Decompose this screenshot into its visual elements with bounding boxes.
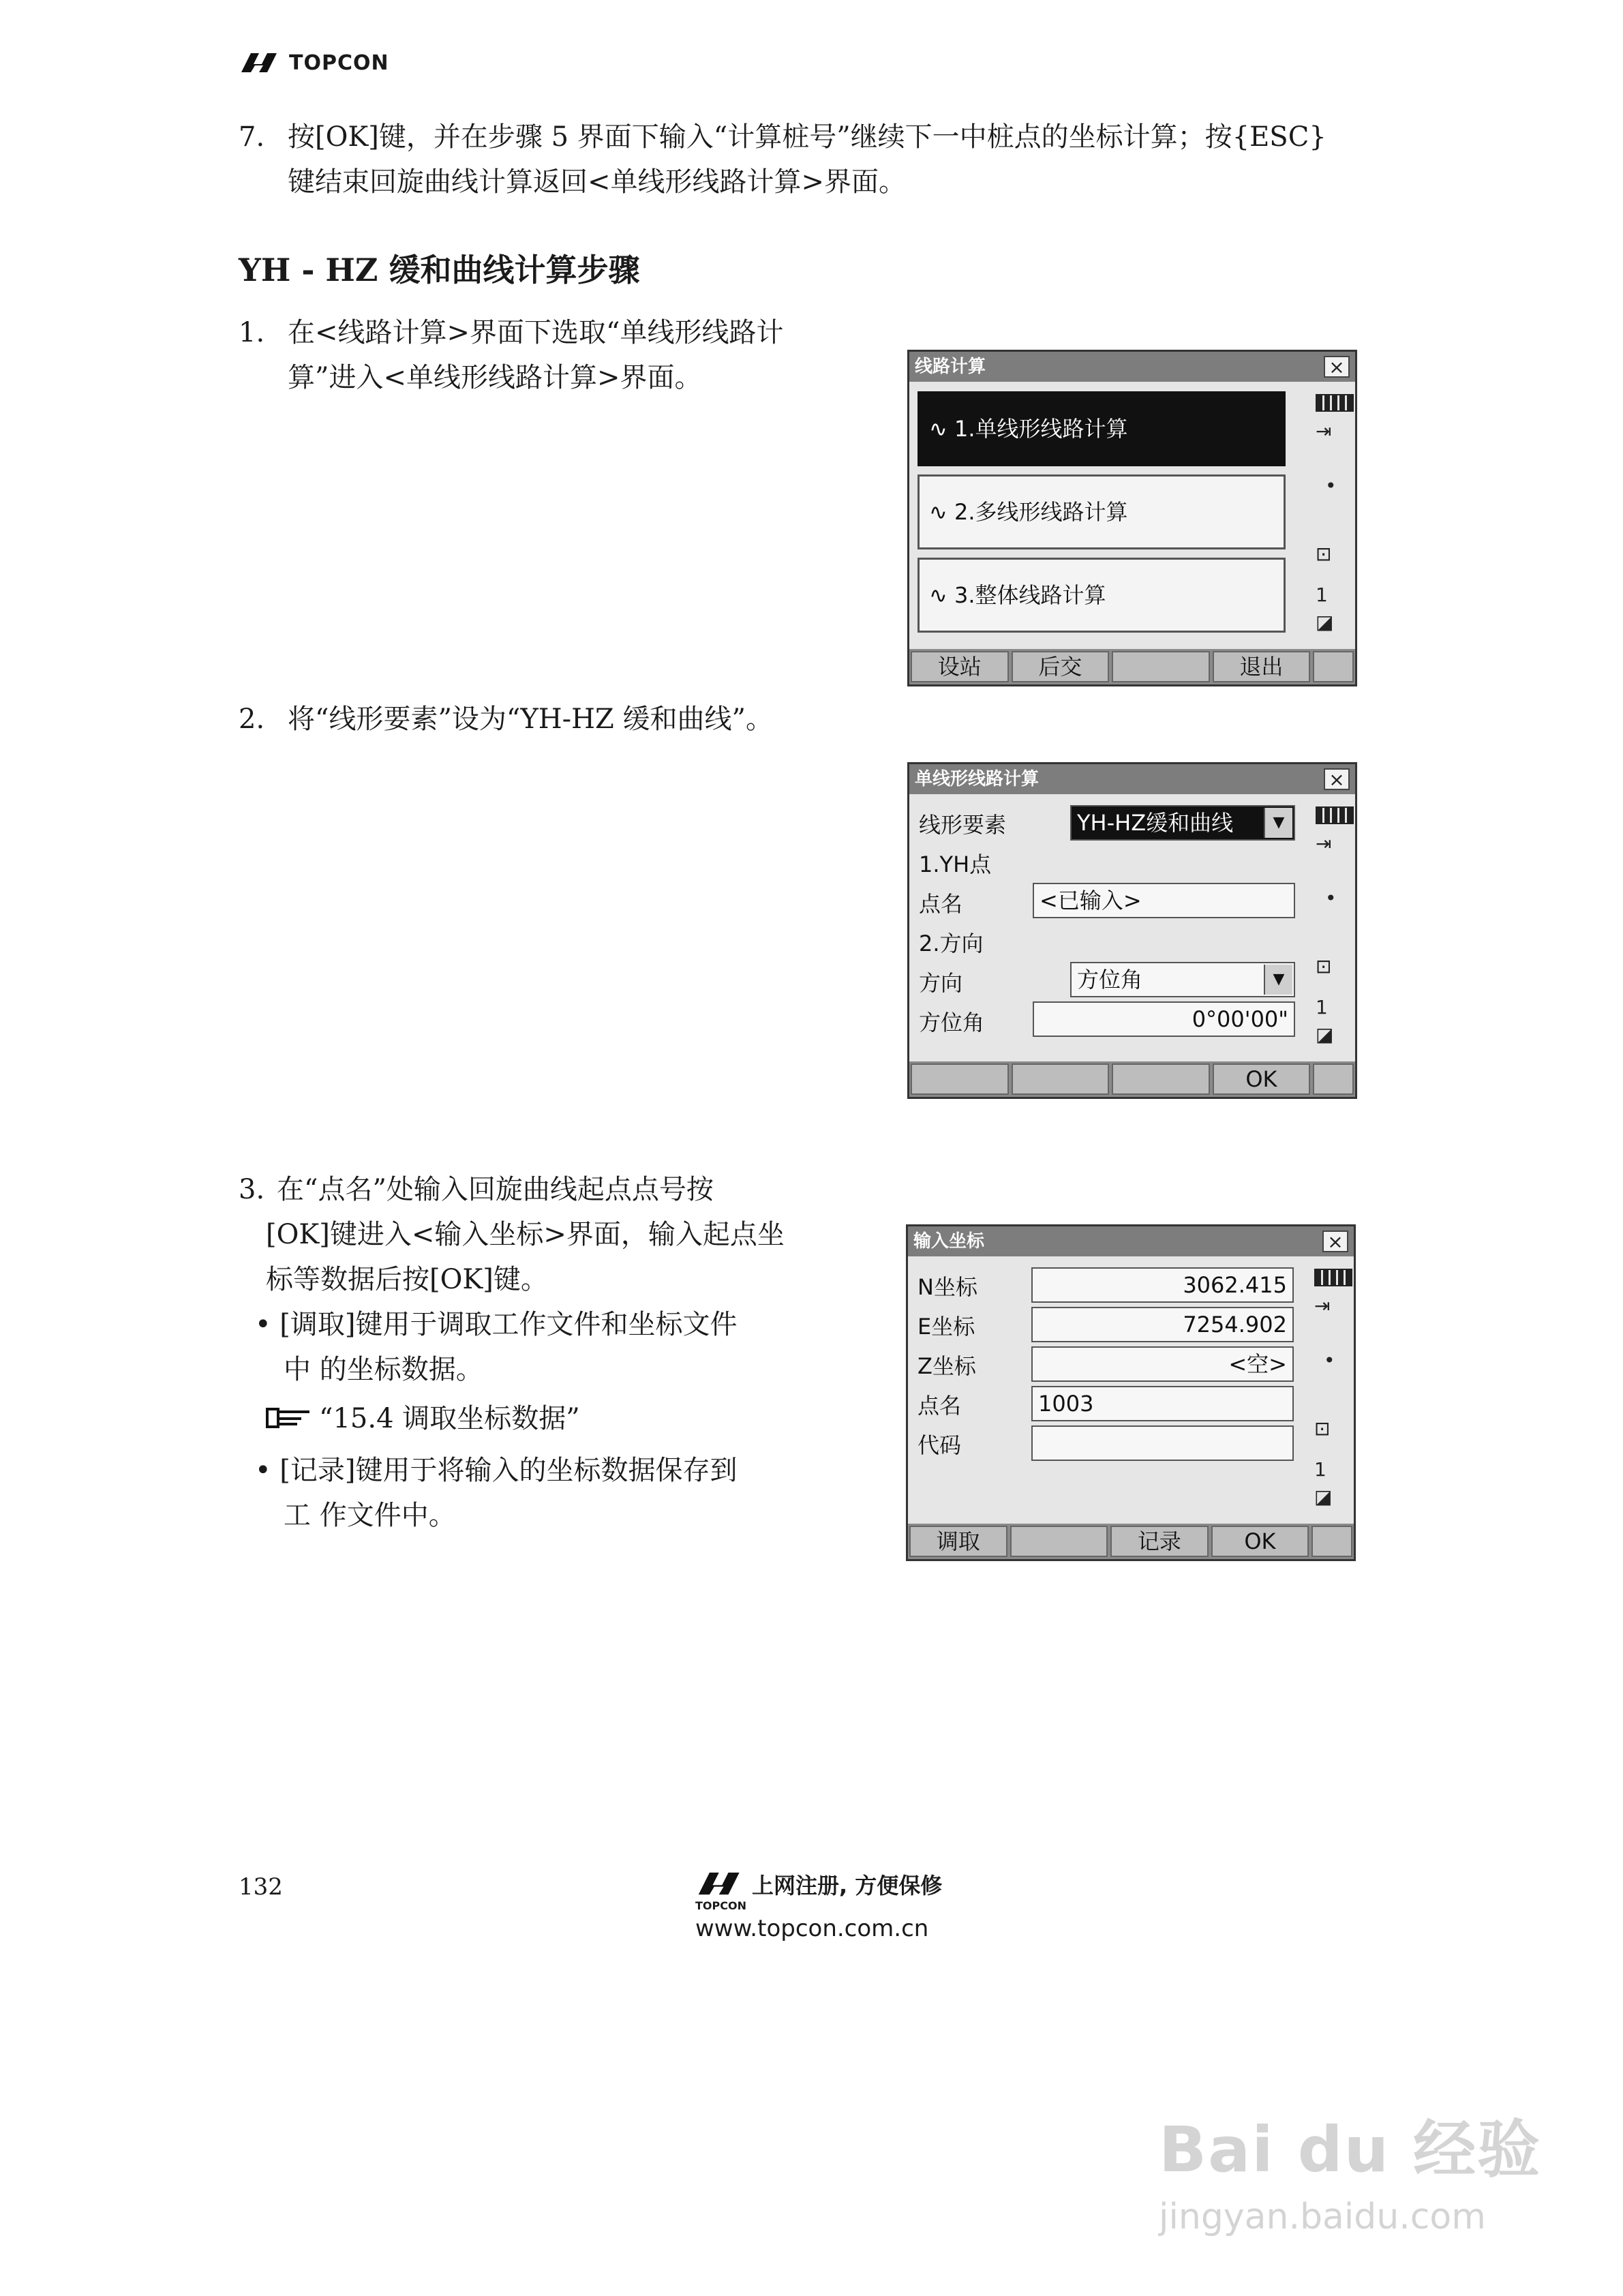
screen3-close-button[interactable]: × xyxy=(1322,1230,1348,1252)
status-sidebar xyxy=(1310,798,1352,1057)
screen3-title: 输入坐标 xyxy=(908,1226,1354,1256)
direction-select[interactable]: 方位角 ▼ xyxy=(1070,962,1295,997)
softkey-empty[interactable] xyxy=(1010,1526,1108,1557)
dot-icon: • xyxy=(1325,887,1337,909)
prism-icon: ⊡ xyxy=(1316,543,1332,565)
softkey-empty[interactable] xyxy=(1112,651,1210,682)
azimuth-label: 方位角 xyxy=(919,1010,985,1036)
screen2-close-button[interactable]: × xyxy=(1324,768,1350,790)
softkey-ok[interactable]: OK xyxy=(1211,1526,1309,1557)
step3-bullet2-line2: 工 作文件中。 xyxy=(284,1500,456,1531)
step3-line2: [OK]键进入<输入坐标>界面，输入起点坐 xyxy=(266,1219,785,1250)
softkey-empty[interactable] xyxy=(911,1063,1009,1095)
laser-icon: ◪ xyxy=(1316,611,1334,633)
direction-label: 方向 xyxy=(919,970,963,996)
softkey-empty[interactable] xyxy=(1313,651,1354,682)
step2-number: 2. xyxy=(239,704,265,735)
footer-brand: TOPCON xyxy=(695,1899,746,1912)
footer-slogan: 上网注册, 方便保修 xyxy=(751,1873,943,1899)
pointing-hand-icon xyxy=(266,1404,315,1434)
e-coordinate-field[interactable]: 7254.902 xyxy=(1031,1307,1294,1342)
step1-paragraph xyxy=(239,310,852,400)
chevron-down-icon: ▼ xyxy=(1264,965,1292,995)
footer-url: www.topcon.com.cn xyxy=(695,1915,929,1942)
target-icon: ⇥ xyxy=(1316,832,1332,855)
topcon-logo-icon xyxy=(695,1868,746,1899)
curve-icon: ∿ xyxy=(929,582,954,608)
line-element-label: 线形要素 xyxy=(919,812,1007,838)
dot-icon: • xyxy=(1325,474,1337,497)
softkey-resection[interactable]: 后交 xyxy=(1012,651,1110,682)
step7-line1: 按[OK]键，并在步骤 5 界面下输入“计算桩号”继续下一中桩点的坐标计算；按{ESC} xyxy=(288,121,1326,153)
step7-line2: 键结束回旋曲线计算返回<单线形线路计算>界面。 xyxy=(288,166,907,198)
page-number: 132 xyxy=(239,1873,283,1901)
step3-line1: 在“点名”处输入回旋曲线起点点号按 xyxy=(277,1174,714,1205)
laser-icon: ◪ xyxy=(1316,1023,1334,1046)
softkey-empty[interactable] xyxy=(1313,1063,1354,1095)
z-coordinate-field[interactable]: <空> xyxy=(1031,1346,1294,1382)
footer-logo xyxy=(695,1868,942,1942)
menu-item-whole-route[interactable]: ∿ 3.整体线路计算 xyxy=(917,558,1286,633)
screen2-softkeys xyxy=(909,1061,1355,1097)
menu-item-single-line[interactable]: ∿ 1.单线形线路计算 xyxy=(917,391,1286,466)
screen1-softkeys xyxy=(909,649,1355,684)
code-label: 代码 xyxy=(917,1432,962,1458)
softkey-record[interactable]: 记录 xyxy=(1110,1526,1209,1557)
step2-text: 将“线形要素”设为“YH-HZ 缓和曲线”。 xyxy=(288,704,773,735)
azimuth-field[interactable]: 0°00'00" xyxy=(1033,1001,1295,1037)
step7-number: 7. xyxy=(239,121,265,153)
step2-paragraph xyxy=(239,697,920,742)
yh-point-label: 1.YH点 xyxy=(919,851,992,877)
e-coordinate-label: E坐标 xyxy=(917,1314,975,1340)
step3-bullet2-line1: • [记录]键用于将输入的坐标数据保存到 xyxy=(255,1455,738,1486)
step1-number: 1. xyxy=(239,317,265,348)
battery-icon xyxy=(1316,394,1354,412)
screen-route-calc xyxy=(907,350,1357,686)
screen3-softkeys xyxy=(908,1524,1354,1559)
target-icon: ⇥ xyxy=(1314,1295,1331,1317)
step1-line2: 算”进入<单线形线路计算>界面。 xyxy=(288,362,702,393)
point-name-field[interactable]: 1003 xyxy=(1031,1386,1294,1421)
point-name-field[interactable]: <已输入> xyxy=(1033,883,1295,918)
n-coordinate-label: N坐标 xyxy=(917,1274,977,1300)
step3-line3: 标等数据后按[OK]键。 xyxy=(266,1264,548,1295)
step3-paragraph xyxy=(239,1167,852,1538)
section-title: YH - HZ 缓和曲线计算步骤 xyxy=(239,252,640,288)
screen2-title: 单线形线路计算 xyxy=(909,764,1355,794)
header-logo xyxy=(239,49,389,76)
battery-icon xyxy=(1314,1269,1352,1286)
topcon-logo-icon xyxy=(239,49,282,76)
curve-icon: ∿ xyxy=(929,416,954,442)
screen1-close-button[interactable]: × xyxy=(1324,356,1350,378)
step3-reference: “15.4 调取坐标数据” xyxy=(239,1396,852,1441)
baidu-watermark xyxy=(1159,2100,1541,2237)
prism-constant-value: 1 xyxy=(1314,1458,1326,1481)
menu-item-multi-line[interactable]: ∿ 2.多线形线路计算 xyxy=(917,474,1286,549)
point-name-label: 点名 xyxy=(917,1393,962,1419)
curve-icon: ∿ xyxy=(929,499,954,525)
dot-icon: • xyxy=(1324,1349,1335,1372)
softkey-ok[interactable]: OK xyxy=(1213,1063,1311,1095)
step1-line1: 在<线路计算>界面下选取“单线形线路计 xyxy=(288,317,784,348)
code-field[interactable] xyxy=(1031,1425,1294,1461)
prism-icon: ⊡ xyxy=(1316,955,1332,978)
laser-icon: ◪ xyxy=(1314,1485,1333,1508)
status-sidebar xyxy=(1309,1260,1351,1520)
prism-constant-value: 1 xyxy=(1316,996,1328,1018)
status-sidebar xyxy=(1310,386,1352,645)
chevron-down-icon: ▼ xyxy=(1264,808,1292,838)
prism-constant-value: 1 xyxy=(1316,584,1328,606)
watermark-url: jingyan.baidu.com xyxy=(1159,2196,1486,2237)
n-coordinate-field[interactable]: 3062.415 xyxy=(1031,1267,1294,1303)
target-icon: ⇥ xyxy=(1316,420,1332,442)
battery-icon xyxy=(1316,806,1354,824)
step3-bullet1-line1: • [调取]键用于调取工作文件和坐标文件 xyxy=(255,1309,738,1340)
screen-single-line-calc xyxy=(907,762,1357,1099)
step3-number: 3. xyxy=(239,1174,265,1205)
step7-paragraph xyxy=(239,115,1397,205)
point-name-label: 点名 xyxy=(919,891,963,917)
watermark-main: Bai du 经验 xyxy=(1159,2113,1542,2186)
softkey-empty[interactable] xyxy=(1112,1063,1210,1095)
line-element-select[interactable]: YH-HZ缓和曲线 ▼ xyxy=(1070,805,1295,841)
header-brand: TOPCON xyxy=(289,50,389,75)
softkey-station-setup[interactable]: 设站 xyxy=(911,651,1009,682)
softkey-retrieve[interactable]: 调取 xyxy=(909,1526,1007,1557)
prism-icon: ⊡ xyxy=(1314,1417,1331,1440)
step3-bullet1-line2: 中 的坐标数据。 xyxy=(284,1354,483,1385)
softkey-empty[interactable] xyxy=(1311,1526,1352,1557)
screen1-title: 线路计算 xyxy=(909,352,1355,382)
softkey-empty[interactable] xyxy=(1012,1063,1110,1095)
z-coordinate-label: Z坐标 xyxy=(917,1353,976,1379)
softkey-exit[interactable]: 退出 xyxy=(1213,651,1311,682)
direction-section-label: 2.方向 xyxy=(919,931,984,956)
screen-input-coordinates xyxy=(906,1224,1356,1561)
